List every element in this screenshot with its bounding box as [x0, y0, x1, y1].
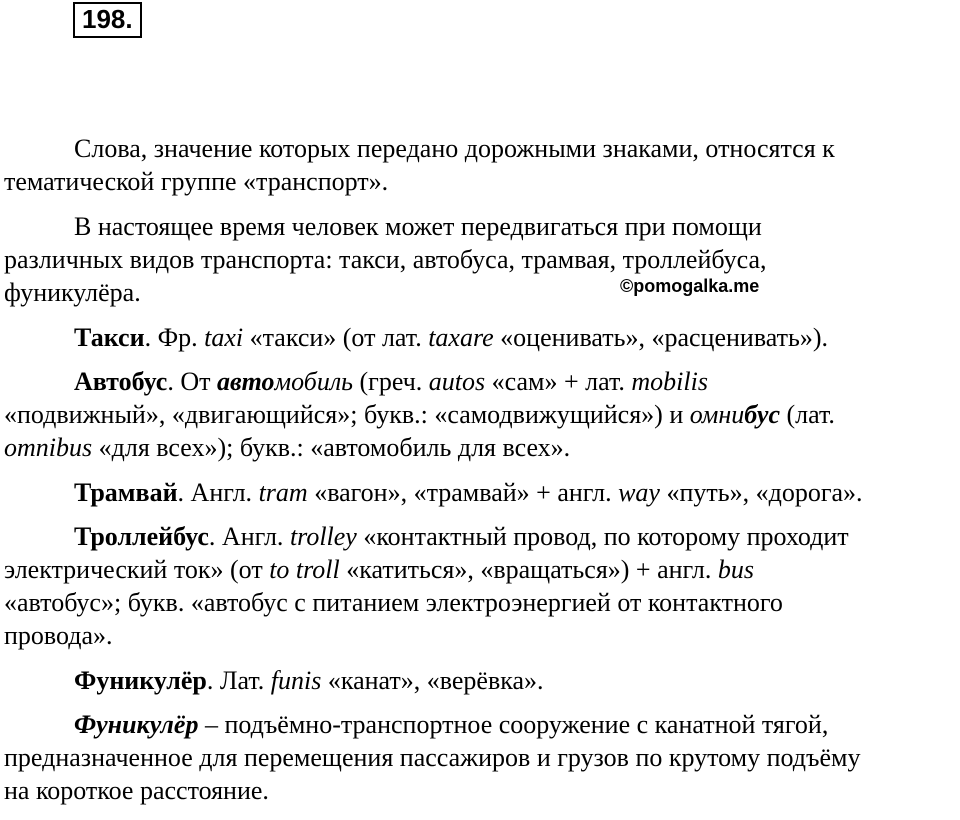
entry-funicular-definition: Фуникулёр – подъёмно-транспортное сооружение с канатной тягой, предназначенное для перемещения пассажиров и грузов по крутому подъёму на короткое расстояние.: [4, 710, 861, 805]
entry-tram: Трамвай. Англ. tram «вагон», «трамвай» + англ. way «путь», «дорога».: [74, 478, 863, 507]
entry-funicular-etymology: Фуникулёр. Лат. funis «канат», «верёвка».: [74, 666, 544, 695]
watermark: ©pomogalka.me: [620, 276, 760, 296]
entry-bus: Автобус. От автомобиль (греч. autos «сам» + лат. mobilis «подвижный», «двигающийся»; букв.: «самодвижущийся») и омнибус (лат. omnibus «для всех»); букв.: «автомобиль для всех».: [4, 367, 835, 462]
term-tram: Трамвай: [74, 478, 178, 507]
term-bus: Автобус: [74, 367, 168, 396]
paragraph-transport-group: Слова, значение которых передано дорожными знаками, относятся к тематической группе «транспорт».: [4, 134, 835, 196]
answer-text: [4, 132, 960, 819]
term-funicular: Фуникулёр: [74, 666, 207, 695]
term-trolleybus: Троллейбус: [74, 522, 209, 551]
term-taxi: Такси: [74, 323, 145, 352]
paragraph-transport-kinds: В настоящее время человек может передвигаться при помощи различных видов транспорта: такси, автобуса, трамвая, троллейбуса, фуникулёра.: [4, 212, 767, 307]
exercise-number: 198.: [73, 2, 142, 38]
term-funicular-definition: Фуникулёр: [74, 710, 199, 739]
entry-trolleybus: Троллейбус. Англ. trolley «контактный провод, по которому проходит электрический ток» (от to troll «катиться», «вращаться») + англ. bus «автобус»; букв. «автобус с питанием электроэнергией от контактного провода».: [4, 522, 849, 650]
entry-taxi: Такси. Фр. taxi «такси» (от лат. taxare «оценивать», «расценивать»).: [74, 323, 829, 352]
